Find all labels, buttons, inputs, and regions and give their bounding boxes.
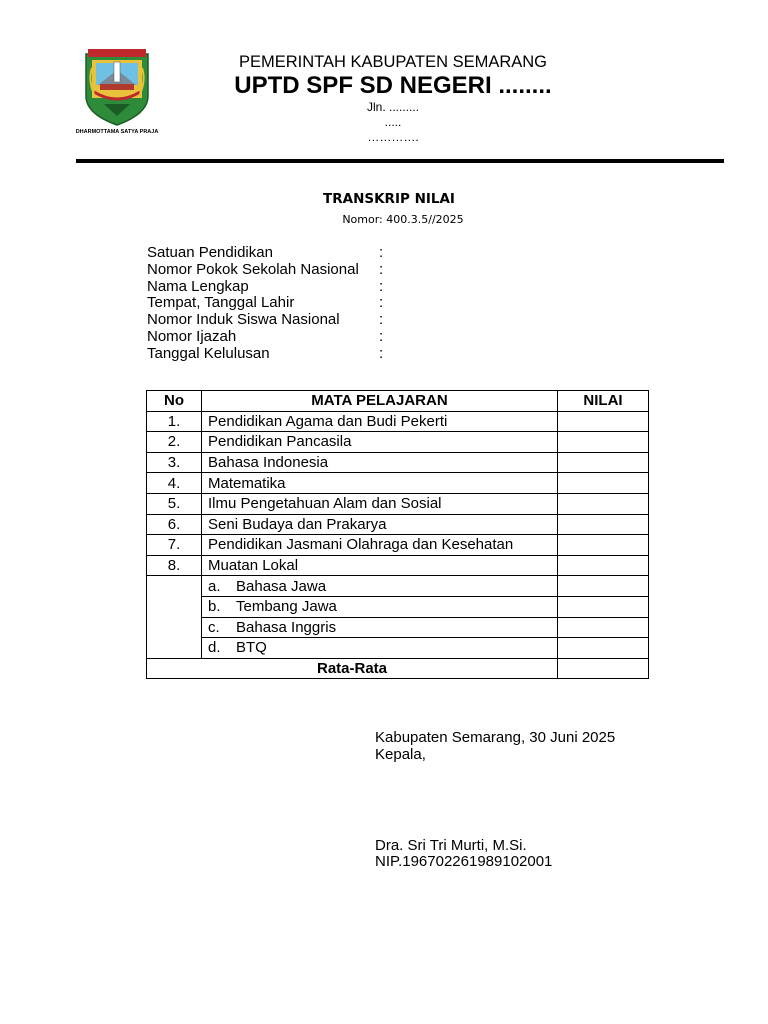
identity-row	[147, 279, 383, 296]
grade-cell	[558, 638, 649, 659]
school-name: UPTD SPF SD NEGERI ........	[234, 72, 552, 99]
grade-cell	[558, 411, 649, 432]
header-no: No	[147, 391, 202, 412]
identity-colon: :	[379, 260, 384, 278]
table-row	[147, 432, 649, 453]
grade-cell	[558, 493, 649, 514]
grade-cell	[558, 535, 649, 556]
identity-label: Nomor Induk Siswa Nasional	[147, 311, 340, 329]
signer-nip: NIP.196702261989102001	[375, 853, 553, 871]
row-number: 8.	[147, 555, 202, 576]
subject-letter: a.	[208, 577, 221, 595]
identity-label: Nama Lengkap	[147, 277, 249, 295]
average-value	[558, 658, 649, 679]
identity-colon: :	[379, 327, 384, 345]
identity-row	[147, 245, 383, 262]
local-subject	[202, 638, 558, 659]
table-row	[147, 555, 649, 576]
average-label: Rata-Rata	[147, 658, 558, 679]
letterhead	[170, 52, 616, 145]
identity-label: Nomor Ijazah	[147, 327, 237, 345]
signature-space	[375, 764, 615, 838]
grade-cell	[558, 596, 649, 617]
grade-cell	[558, 452, 649, 473]
address-line-2: .....	[384, 115, 402, 129]
identity-row	[147, 312, 383, 329]
subject-name: Tembang Jawa	[236, 598, 337, 616]
subject-name: Bahasa Indonesia	[202, 452, 558, 473]
letterhead-divider	[76, 159, 724, 163]
merged-number-cell	[147, 576, 202, 658]
grade-cell	[558, 514, 649, 535]
grades-table	[146, 390, 649, 679]
grade-cell	[558, 617, 649, 638]
table-row	[147, 452, 649, 473]
table-header-row	[147, 391, 649, 412]
identity-colon: :	[379, 311, 384, 329]
address-line-3: ………….	[367, 130, 419, 144]
local-subject	[202, 576, 558, 597]
subject-name: Seni Budaya dan Prakarya	[202, 514, 558, 535]
table-subrow	[147, 638, 649, 659]
table-row	[147, 411, 649, 432]
identity-label: Nomor Pokok Sekolah Nasional	[147, 260, 359, 278]
subject-name: BTQ	[236, 639, 267, 657]
signer-name: Dra. Sri Tri Murti, M.Si.	[375, 836, 527, 854]
subject-name: Bahasa Inggris	[236, 618, 337, 636]
local-subject	[202, 617, 558, 638]
grade-cell	[558, 576, 649, 597]
subject-name: Bahasa Jawa	[236, 577, 327, 595]
identity-label: Tanggal Kelulusan	[147, 344, 270, 362]
row-number: 1.	[147, 411, 202, 432]
row-number: 6.	[147, 514, 202, 535]
student-identity	[147, 245, 383, 363]
identity-colon: :	[379, 294, 384, 312]
grade-cell	[558, 473, 649, 494]
identity-label: Tempat, Tanggal Lahir	[147, 294, 295, 312]
identity-colon: :	[379, 244, 384, 261]
grade-cell	[558, 555, 649, 576]
table-row	[147, 514, 649, 535]
government-name: PEMERINTAH KABUPATEN SEMARANG	[238, 53, 548, 71]
place-date: Kabupaten Semarang, 30 Juni 2025	[375, 729, 616, 746]
table-row	[147, 473, 649, 494]
regency-logo	[75, 48, 159, 135]
row-number: 5.	[147, 493, 202, 514]
subject-name: Pendidikan Agama dan Budi Pekerti	[202, 411, 558, 432]
subject-letter: d.	[208, 639, 221, 657]
identity-colon: :	[379, 277, 384, 295]
table-row	[147, 535, 649, 556]
table-subrow	[147, 576, 649, 597]
identity-row	[147, 329, 383, 346]
address-line-1: Jln. .........	[366, 100, 419, 114]
subject-name: Pendidikan Jasmani Olahraga dan Kesehatan	[202, 535, 558, 556]
subject-name: Ilmu Pengetahuan Alam dan Sosial	[202, 493, 558, 514]
table-subrow	[147, 617, 649, 638]
identity-row	[147, 262, 383, 279]
signer-position: Kepala,	[375, 745, 426, 763]
signature-block	[375, 730, 615, 871]
identity-row	[147, 295, 383, 312]
row-number: 2.	[147, 432, 202, 453]
regency-emblem-icon	[84, 48, 150, 126]
subject-name: Muatan Lokal	[202, 555, 558, 576]
local-subject	[202, 596, 558, 617]
header-value: NILAI	[558, 391, 649, 412]
row-number: 7.	[147, 535, 202, 556]
subject-name: Pendidikan Pancasila	[202, 432, 558, 453]
subject-letter: b.	[208, 598, 221, 616]
identity-label: Satuan Pendidikan	[147, 244, 273, 261]
table-row	[147, 493, 649, 514]
document-title: TRANSKRIP NILAI	[323, 191, 455, 207]
average-row	[147, 658, 649, 679]
row-number: 4.	[147, 473, 202, 494]
logo-motto: DHARMOTTAMA SATYA PRAJA	[75, 129, 159, 135]
identity-row	[147, 346, 383, 363]
header-subject: MATA PELAJARAN	[202, 391, 558, 412]
subject-name: Matematika	[202, 473, 558, 494]
document-number: Nomor: 400.3.5//2025	[342, 213, 464, 226]
table-subrow	[147, 596, 649, 617]
identity-colon: :	[379, 344, 384, 362]
grade-cell	[558, 432, 649, 453]
subject-letter: c.	[208, 618, 220, 636]
row-number: 3.	[147, 452, 202, 473]
